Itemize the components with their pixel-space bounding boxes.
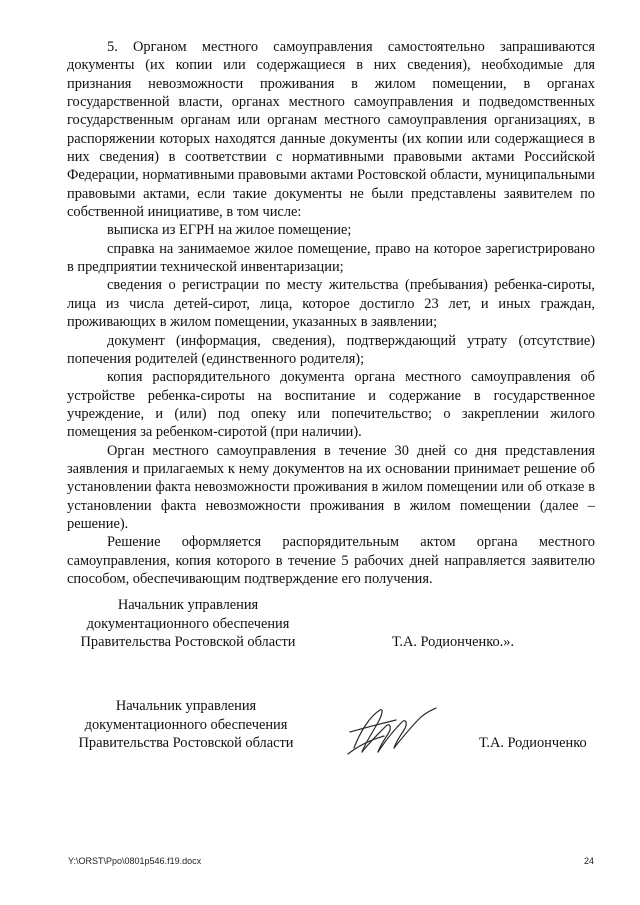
signature-block-2-title xyxy=(58,697,314,753)
signature-title-line: документационного обеспечения xyxy=(86,615,290,632)
handwritten-signature xyxy=(340,702,440,762)
signature-block-2-name: Т.А. Родионченко xyxy=(479,735,587,751)
paragraph-decision-form: Решение оформляется распорядительным актом органа местного самоуправления, копия которого в течение 5 рабочих дней направляется заявителю способом, обеспечивающим подтверждение его получения. xyxy=(67,534,595,587)
list-item-egrn-extract: выписка из ЕГРН на жилое помещение; xyxy=(107,222,352,239)
paragraph-5: 5. Органом местного самоуправления самостоятельно запрашиваются документы (их копии или содержащиеся в них сведения), необходимые для признания невозможности проживания в жилом помещении, в органах государственной власти, органах местного самоуправления и подведомственных государственным органам или органам местного самоуправления организациях, в распоряжении которых находятся данные документы (их копии или содержащиеся в них сведения) в соответствии с нормативными правовыми актами Российской Федерации, нормативными правовыми актами Ростовской области, муниципальными правовыми актами, если такие документы не были представлены заявителем по собственной инициативе, в том числе: xyxy=(67,39,595,221)
signature-title-line: документационного обеспечения xyxy=(84,716,288,733)
document-body xyxy=(67,38,595,588)
list-item-housing-certificate: справка на занимаемое жилое помещение, право на которое зарегистрировано в предприятии технической инвентаризации; xyxy=(67,240,595,276)
list-item-parental-care-loss: документ (информация, сведения), подтверждающий утрату (отсутствие) попечения родителей (единственного родителя); xyxy=(67,332,595,367)
list-item-registration-info: сведения о регистрации по месту жительства (пребывания) ребенка-сироты, лица из числа детей-сирот, лица, которое достигло 23 лет, и иных граждан, проживающих в жилом помещении, указанных в заявлении; xyxy=(67,277,595,331)
signature-title-line: Правительства Ростовской области xyxy=(80,634,296,650)
signature-block-1-title xyxy=(60,596,316,652)
signature-title-line: Правительства Ростовской области xyxy=(78,735,294,751)
list-item-administrative-order: копия распорядительного документа органа местного самоуправления об устройстве ребенка-сироты на воспитание и содержание в государственное учреждение, и (или) под опеку или попечительство; о закреплении жилого помещения за ребенком-сиротой (при наличии). xyxy=(67,369,595,441)
signature-title-line: Начальник управления xyxy=(117,597,259,613)
signature-title-line: Начальник управления xyxy=(115,698,257,714)
footer-file-path: Y:\ORST\Ppo\0801p546.f19.docx xyxy=(68,856,202,866)
signature-block-1-name: Т.А. Родионченко.». xyxy=(392,634,515,650)
page-number: 24 xyxy=(584,856,595,866)
paragraph-decision-term: Орган местного самоуправления в течение 30 дней со дня представления заявления и прилагаемых к нему документов на их основании принимает решение об установлении факта невозможности проживания в жилом помещении или об отказе в установлении факта невозможности проживания в жилом помещении (далее – решение). xyxy=(67,442,595,532)
